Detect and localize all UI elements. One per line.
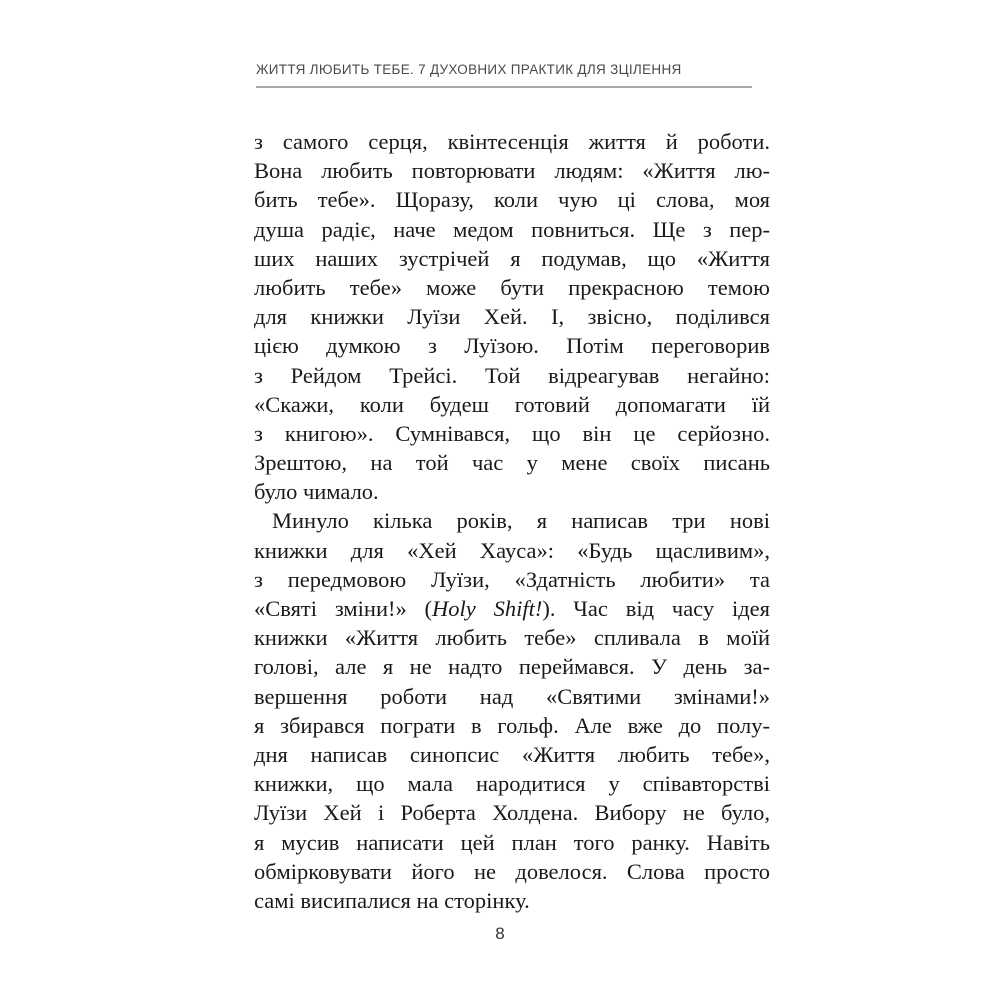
text-line: для книжки Луїзи Хей. І, звісно, поділився xyxy=(254,304,770,330)
text-line: з Рейдом Трейсі. Той відреагував негайно: xyxy=(254,362,770,388)
text-line: Зрештою, на той час у мене своїх писань xyxy=(254,450,770,476)
text-line: Луїзи Хей і Роберта Холдена. Вибору не було, xyxy=(254,800,770,826)
text-line: ших наших зустрічей я подумав, що «Життя xyxy=(254,245,770,271)
text-line: дня написав синопсис «Життя любить тебе», xyxy=(254,741,770,767)
text-line: самі висипалися на сторінку. xyxy=(254,887,530,913)
text-line: я збирався пограти в гольф. Але вже до полу- xyxy=(254,712,770,738)
text-line: Минуло кілька років, я написав три нові xyxy=(272,508,770,534)
text-line: любить тебе» може бути прекрасною темою xyxy=(254,274,770,300)
text-line-with-italic xyxy=(254,594,770,623)
paragraph-2 xyxy=(254,506,770,915)
running-head: ЖИТТЯ ЛЮБИТЬ ТЕБЕ. 7 ДУХОВНИХ ПРАКТИК ДЛЯ ЗЦІЛЕННЯ xyxy=(256,62,682,77)
text-line: бить тебе». Щоразу, коли чую ці слова, моя xyxy=(254,187,770,213)
italic-title: Holy Shift! xyxy=(432,596,543,621)
text-line: голові, але я не надто переймався. У день за- xyxy=(254,654,770,680)
text-line: було чимало. xyxy=(254,479,379,505)
text-line: «Скажи, коли будеш готовий допомагати їй xyxy=(254,391,770,417)
text-line: обмірковувати його не довелося. Слова просто xyxy=(254,858,770,884)
text-line: я мусив написати цей план того ранку. Навіть xyxy=(254,829,770,855)
text-line: душа радіє, наче медом повниться. Ще з пер- xyxy=(254,216,770,242)
header-rule xyxy=(256,86,752,88)
text-line: вершення роботи над «Святими змінами!» xyxy=(254,683,770,709)
text-line: з передмовою Луїзи, «Здатність любити» та xyxy=(254,566,770,592)
body-text xyxy=(254,127,770,915)
text-line: з самого серця, квінтесенція життя й роботи. xyxy=(254,129,770,154)
text-line: цією думкою з Луїзою. Потім переговорив xyxy=(254,333,770,359)
text-line: з книгою». Сумнівався, що він це серйозно. xyxy=(254,420,770,446)
page-number: 8 xyxy=(495,924,505,943)
text-segment: «Святі зміни!» ( xyxy=(254,596,433,621)
text-line: Вона любить повторювати людям: «Життя лю- xyxy=(254,158,770,184)
text-line: книжки «Життя любить тебе» спливала в моїй xyxy=(254,625,770,651)
text-line: книжки для «Хей Хауса»: «Будь щасливим», xyxy=(254,537,770,563)
paragraph-1 xyxy=(254,127,770,506)
text-segment: ). Час від часу ідея xyxy=(542,596,770,621)
text-line: книжки, що мала народитися у співавторстві xyxy=(254,771,770,797)
